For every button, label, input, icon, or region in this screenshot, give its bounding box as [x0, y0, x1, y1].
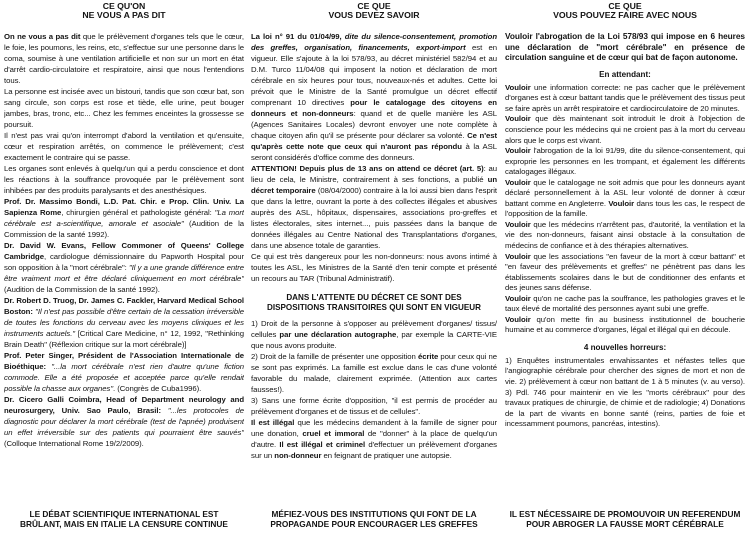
column-text	[505, 70, 745, 430]
paragraph	[4, 130, 244, 163]
text-run: "Il y a une grande différence entre être vraiment mort et être déclaré cliniquement en mort cérébrale"	[4, 263, 244, 283]
paragraph	[505, 252, 745, 294]
text-run: à la ASL seront considérés d'office comme des donneurs.	[251, 142, 497, 162]
text-run: "...la mort cérébrale n'est rien d'autre qu'une fiction commode. Elle a été proposée et acceptée parce qu'elle rendait possible la chasse aux organes"	[4, 362, 244, 393]
text-run: , chirurgien général et pathologiste général:	[61, 208, 215, 217]
text-run: de "donner" à la place de quelqu'un d'autre.	[251, 429, 497, 449]
text-run: Vouloir	[608, 198, 635, 208]
paragraph	[4, 163, 244, 196]
text-run: Vouloir	[505, 177, 531, 187]
paragraph	[505, 146, 745, 178]
column-heading	[505, 2, 745, 21]
text-run: que les médecins demandent à la famille de signer pour une donation,	[251, 418, 497, 438]
right-column	[505, 2, 745, 530]
paragraph	[251, 163, 497, 251]
section-subheading	[251, 293, 497, 313]
text-run: un décret temporaire	[251, 175, 497, 195]
text-run: Dr. David W. Evans, Fellow Commoner of Queens' College Cambridge	[4, 241, 244, 261]
footer-heading-line: POUR ABROGER LA FAUSSE MORT CÉRÉBRALE	[526, 518, 724, 529]
column-footer-heading	[4, 510, 244, 530]
column-text	[251, 31, 497, 461]
text-run: Vouloir	[505, 146, 531, 156]
text-run: qu'on ne cache pas la souffrance, les pathologies graves et le taux élevé de mortalité des personnes ayant subi une greffe.	[505, 293, 745, 314]
text-run: [Critical Care Medicine, n° 12, 1992, "Rethinking Brain Death" (Réflexion critique sur la mort cérébrale)]	[4, 329, 244, 349]
text-run: (08/04/2000) contraire à la loi aussi bien dans l'esprit que dans la lettre, ouvrant la porte à des collectes illégales et abusives auprès des ASL, hôpitaux, dispensaires, associations pro-greffes et listes électorales, sites internet..., puis passées dans la banque de données illégales au Centre National des Transplantations d'organes, dans une absence totale de garanties.	[251, 186, 497, 250]
text-run: Il est illégal	[251, 418, 295, 427]
text-run: Ce qui est très dangereux pour les non-donneurs: nous avons intimé à toutes les ASL, les Ministres de la Santé d'en tenir compte et présenté un recours au TAR (Tribunal Administratif).	[251, 252, 497, 283]
text-run: Dr. Cicero Galli Coimbra, Head of Department neurology and neurosurgery, Univ. Sao Paulo, Brasil:	[4, 395, 244, 415]
text-run: que le catalogage ne soit admis que pour les donneurs ayant déclaré personnellement à la ASL leur volonté de donner à cœur battant comme en Angleterre.	[505, 177, 745, 208]
paragraph	[505, 294, 745, 315]
subheading-line: DANS L'ATTENTE DU DÉCRET CE SONT DES	[286, 293, 462, 302]
text-run: non-donneur	[274, 451, 322, 460]
column-body	[505, 31, 745, 510]
text-run: qu'on mette fin au business institutionnel de boucherie humaine et au commerce d'organes, légal et illégal qui en découle.	[505, 314, 745, 335]
paragraph	[4, 31, 244, 86]
column-footer-heading	[251, 510, 497, 530]
text-run: "Il n'est pas possible d'être certain de la cessation irréversible de toutes les fonctions du cerveau avec les moyens cliniques et les instruments actuels."	[4, 307, 244, 338]
text-run: (Audition de la Commission de la santé 1992).	[4, 219, 244, 239]
column-footer-heading	[505, 510, 745, 530]
column-heading-line: CE QUE	[357, 1, 391, 11]
text-run: Vouloir	[505, 114, 531, 124]
text-run: que les associations "en faveur de la mort à cœur battant" et "en faveur des prélèvements et greffes" ne pénètrent pas dans les établissements scolaires dans le but de conditionner des enfants et des jeunes sans défense.	[505, 251, 745, 293]
text-run: Il n'est pas vrai qu'on interrompt d'abord la ventilation et qu'ensuite, cœur et respiration arrêtés, on commence le prélèvement; c'est exactement le contraire qui se passe.	[4, 131, 244, 162]
paragraph	[251, 395, 497, 417]
text-run: (Audition de la Commission de la santé 1992).	[4, 285, 160, 294]
column-body	[4, 31, 244, 510]
text-run: La personne est incisée avec un bistouri, tandis que son cœur bat, son sang circule, son corps est rose et tiède, elle urine, peut bouger jambes, bras, tronc, etc... Chez les femmes enceintes la grossesse se poursuit.	[4, 87, 244, 129]
column-body	[251, 31, 497, 510]
paragraph	[4, 350, 244, 394]
text-run: ATTENTION! Depuis plus de 13 ans on attend ce décret (art. 5)	[251, 164, 484, 173]
subheading-line: 4 nouvelles horreurs:	[583, 342, 667, 352]
paragraph	[505, 83, 745, 115]
text-run: dans tous les cas, le respect de l'opposition de la famille.	[505, 198, 745, 219]
text-run: que le prélèvement d'organes tels que le cœur, le foie, les poumons, les reins, etc, s'effectue sur une personne dans le coma, soumise à une ventilation artificielle et non sur un mort en état d'arrêt cardio-circulatoire et respiratoire, ainsi que nous l'entendions tous.	[4, 32, 244, 85]
subheading-line: DISPOSITIONS TRANSITOIRES QUI SONT EN VIGUEUR	[267, 303, 481, 312]
lead-paragraph: Vouloir l'abrogation de la Loi 578/93 qui impose en 6 heures une déclaration de "mort cérébrale" en présence de circulation sanguine et de cœur qui bat de façon autonome.	[505, 31, 745, 63]
footer-heading-line: MÉFIEZ-VOUS DES INSTITUTIONS QUI FONT DE LA	[271, 509, 477, 519]
column-text	[4, 31, 244, 449]
column-heading-line: CE QU'ON	[102, 1, 146, 11]
column-heading-line: VOUS DEVEZ SAVOIR	[328, 10, 420, 21]
text-run: d'effectuer un prélèvement d'organes sur un	[251, 440, 497, 460]
column-heading-line: CE QUE	[608, 1, 642, 11]
text-run: que les médecins n'arrêtent pas, d'autorité, la ventilation et la vie des non-donneurs, faisant ainsi obstacle à la consultation de médecins de confiance et à des thérapies alternatives.	[505, 219, 745, 250]
text-run: l'abrogation de la loi 91/99, dite du silence-consentement, qui exproprie les personnes en les trompant, et également les différents catalogages illégaux.	[505, 146, 745, 177]
column-heading-line: NE VOUS A PAS DIT	[82, 10, 166, 21]
text-run: 1) Droit de la personne à s'opposer au prélèvement d'organes/ tissus/ cellules	[251, 319, 497, 339]
middle-column	[251, 2, 497, 530]
text-run: , par exemple la CARTE-VIE que nous avons produite.	[251, 330, 497, 350]
text-run: cruel et immoral	[302, 429, 365, 438]
text-run: dite du silence-consentement, promotion des greffes, organisation, financements, export-import	[251, 32, 497, 52]
text-run: . (Congrès de Cuba1996).	[113, 384, 202, 393]
text-run: pour le catalogage des citoyens en donneurs et non-donneurs	[251, 98, 497, 118]
footer-heading-line: BRÛLANT, MAIS EN ITALIE LA CENSURE CONTINUE	[20, 518, 228, 529]
text-run: pour ceux qui ne se sont pas exprimés. La famille est exclue dans le cas d'une volonté favorable du malade, clairement exprimée. (Attention aux cartes fausses!).	[251, 352, 497, 394]
paragraph	[4, 295, 244, 350]
text-run: est en vigueur. Elle s'ajoute à la loi 578/93, au décret ministériel 582/94 et au D.M. Turco 11/04/08 qui imposent la notion et déclaration de mort cérébrale en six heures pour tous, nouveaux-nés et adultes. Cette loi prévoit que le Ministre de la Santé promulgue un décret effectif comprenant 10 directives	[251, 43, 497, 107]
footer-heading-line: LE DÉBAT SCIENTIFIQUE INTERNATIONAL EST	[29, 509, 219, 519]
paragraph	[505, 356, 745, 430]
text-run: Vouloir	[505, 314, 531, 324]
text-run: Dr. Robert D. Truog, Dr. James C. Fackler, Harvard Medical School Boston:	[4, 296, 244, 316]
text-run: (Colloque International Rome 19/2/2009).	[4, 439, 144, 448]
paragraph	[505, 220, 745, 252]
text-run: La loi n° 91 du 01/04/99,	[251, 32, 345, 41]
paragraph	[251, 417, 497, 461]
column-heading	[251, 2, 497, 21]
column-heading-line: VOUS POUVEZ FAIRE AVEC NOUS	[553, 10, 697, 21]
text-run: par une déclaration autographe	[279, 330, 397, 339]
paragraph	[505, 114, 745, 146]
paragraph	[251, 351, 497, 395]
text-run: Prof. Peter Singer, Président de l'Association Internationale de Bioéthique:	[4, 351, 244, 371]
paragraph	[251, 318, 497, 351]
text-run: : quand et de quelle manière les ASL (Agences Sanitaires Locales) devront envoyer une note complète à chaque citoyen afin qu'il se présente pour déclarer sa volonté.	[251, 109, 497, 140]
text-run: On ne vous a pas dit	[4, 32, 81, 41]
paragraph	[4, 394, 244, 449]
text-run: en feignant de pratiquer une autopsie.	[321, 451, 452, 460]
text-run: , cardiologue démissionnaire du Papworth Hospital pour son opposition à la "mort cérébrale":	[4, 252, 244, 272]
text-run: Vouloir	[505, 251, 531, 261]
text-run: "La mort cérébrale est a-scientifique, amorale et asociale"	[4, 208, 244, 228]
text-run: Prof. Dr. Massimo Bondi, L.D. Pat. Chir. e Prop. Clin. Univ. La Sapienza Rome	[4, 197, 244, 217]
text-run: Vouloir	[505, 219, 531, 229]
subheading-line: En attendant:	[599, 69, 651, 79]
footer-heading-line: IL EST NÉCESSAIRE DE PROMOUVOIR UN REFERENDUM	[509, 509, 741, 519]
paragraph	[4, 86, 244, 130]
paragraph	[4, 240, 244, 295]
text-run: 2) Droit de la famille de présenter une opposition	[251, 352, 418, 361]
paragraph	[251, 251, 497, 284]
paragraph	[505, 178, 745, 220]
text-run: Ce n'est qu'après cette note que ceux qui n'auront pas répondu	[251, 131, 497, 151]
left-column	[4, 2, 244, 530]
footer-heading-line: PROPAGANDE POUR ENCOURAGER LES GREFFES	[270, 518, 478, 529]
section-subheading	[505, 70, 745, 80]
paragraph	[251, 31, 497, 163]
text-run: 3) Sans une forme écrite d'opposition, "il est permis de procéder au prélèvement d'organes et de tissus et de cellules".	[251, 396, 497, 416]
section-subheading	[505, 343, 745, 353]
text-run: "...les protocoles de diagnostic pour déclarer la mort cérébrale (test de l'apnée) produisent un effet irréversible sur des patients qui pourraient être sauvés"	[4, 406, 244, 437]
text-run: écrite	[417, 352, 439, 361]
text-run: une information correcte: ne pas cacher que le prélèvement d'organes est à cœur battant tandis que le prélèvement des tissus peut se faire après un arrêt respiratoire et cardiocirculatoire de 20 minutes.	[505, 82, 745, 113]
text-run: que dès maintenant soit introduit le droit à l'objection de conscience pour les médecins qui ne croient pas à la mort du cerveau alors que le corps est vivant.	[505, 114, 745, 145]
text-run: Vouloir	[505, 82, 531, 92]
text-run: 1) Enquêtes instrumentales envahissantes et néfastes telles que l'angiographie cérébrale pour chercher des signes de mort et non de vie. 2) prélèvement à cœur non battant de 1 à 5 minutes (v. au verso). 3) Pdl. 746 pour maintenir en vie les "morts cérébraux" pour des travaux pratiques de chirurgie, de chimie et de radiologie; 4) Donations de la part de vivants en bonne santé (reins, parties de foie et incessamment poumons, pancréas, intestins).	[505, 355, 745, 429]
paragraph	[505, 315, 745, 336]
text-run: Vouloir	[505, 293, 531, 303]
text-run: Il est illégal et criminel	[279, 440, 366, 449]
text-run: Les organes sont enlevés à quelqu'un qui a perdu conscience et dont les réactions à la souffrance provoquée par le prélèvement sont inhibées par des produits paralysants et des anesthésiques.	[4, 164, 244, 195]
paragraph	[4, 196, 244, 240]
column-heading	[4, 2, 244, 21]
text-run: : au lieu de cela, le Ministre, contrairement à ses fonctions, a publié	[251, 164, 497, 184]
